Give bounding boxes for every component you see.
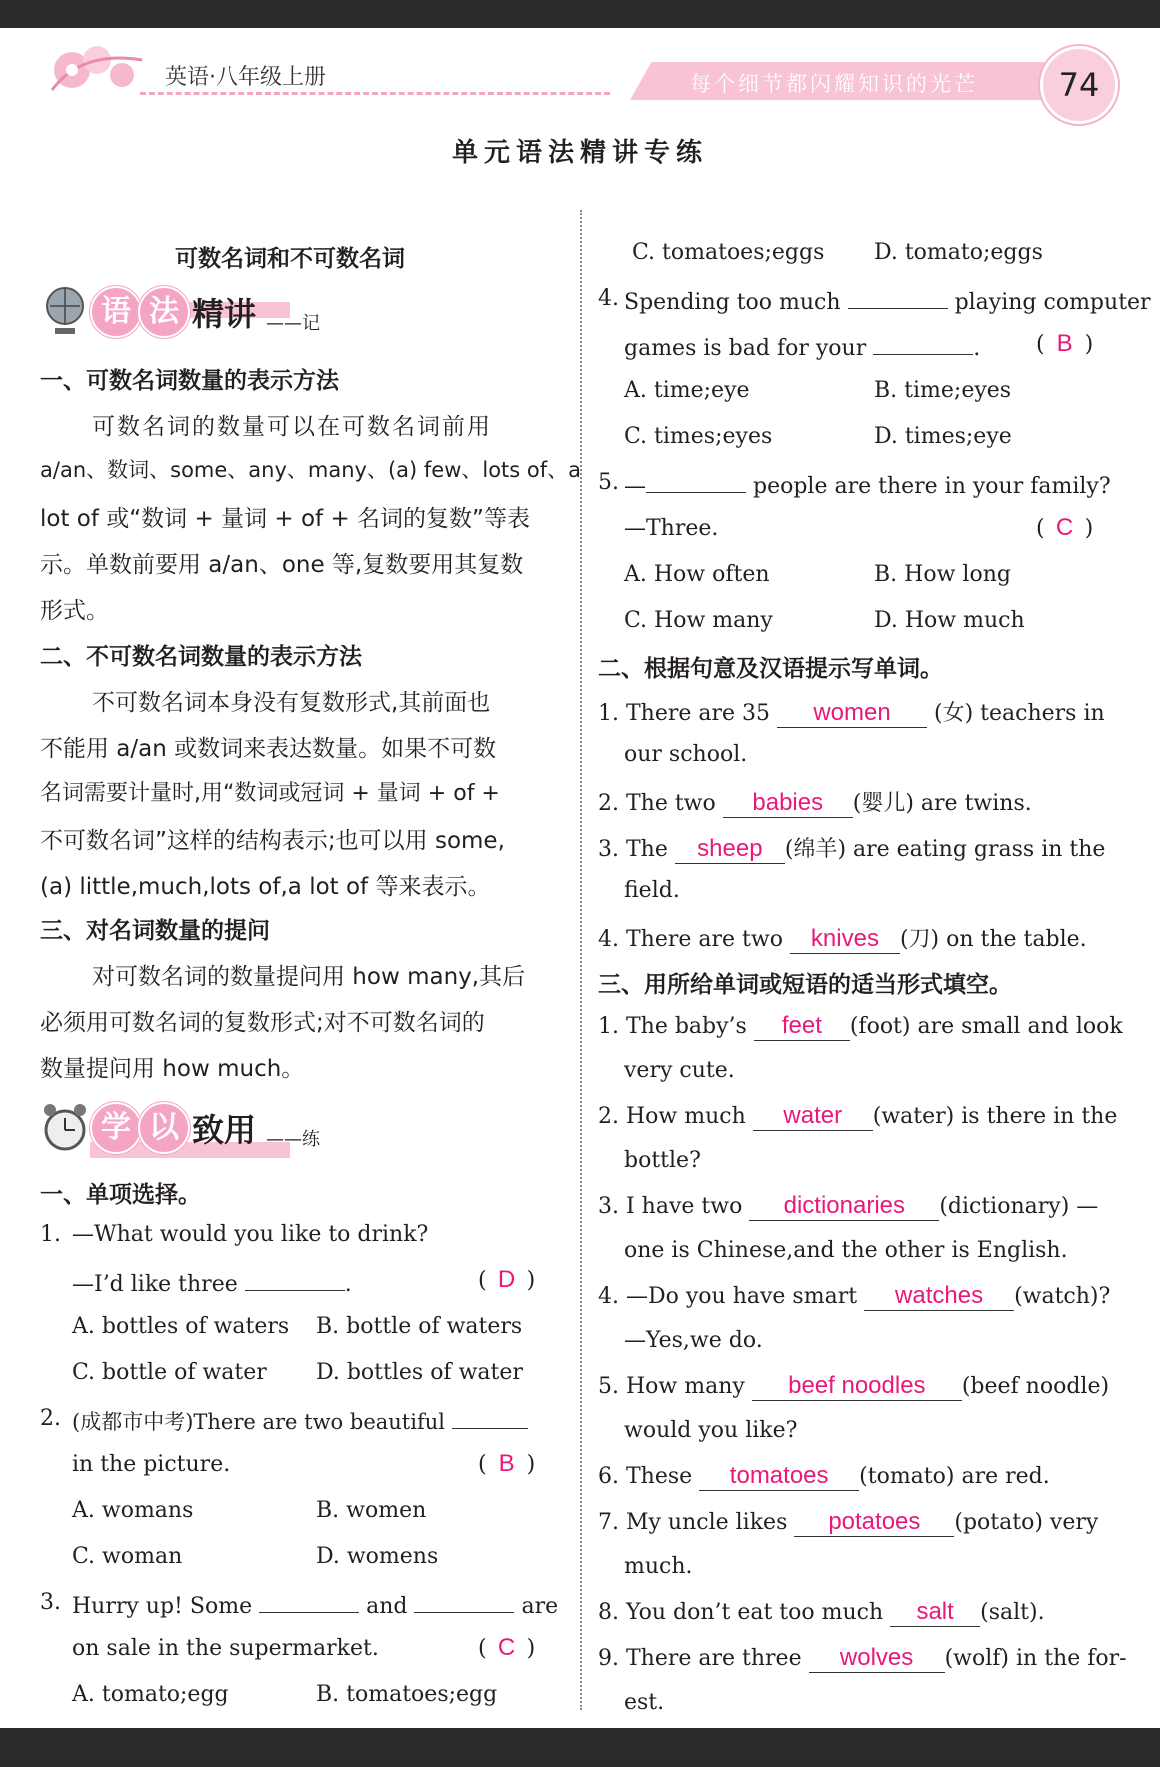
question-text <box>72 1406 528 1436</box>
question-text: our school. <box>624 742 748 767</box>
question-1 <box>40 1222 61 1247</box>
question-text-part: (beef noodle) <box>961 1374 1110 1399</box>
fill-question <box>598 922 1087 954</box>
fill-answer[interactable]: tomatoes <box>699 1462 859 1491</box>
fill-answer[interactable]: watches <box>864 1282 1014 1311</box>
fill-answer[interactable]: potatoes <box>794 1508 954 1537</box>
option: D. womens <box>316 1544 439 1569</box>
option: A. womans <box>72 1498 194 1523</box>
question-number: 1. <box>40 1222 61 1247</box>
fill-question <box>598 1598 1045 1627</box>
question-text-part: 6. These <box>598 1464 693 1489</box>
question-text-part: (刀) on the table. <box>899 927 1087 952</box>
question-text-part: 3. I have two <box>598 1194 743 1219</box>
text-line: 必须用可数名词的复数形式;对不可数名词的 <box>40 1010 485 1036</box>
option: B. time;eyes <box>874 378 1012 403</box>
fill-answer[interactable]: feet <box>754 1012 850 1041</box>
question-text-part: (绵羊) are eating grass in the <box>784 837 1106 862</box>
question-text-part: are <box>521 1594 559 1619</box>
text-line: a/an、数词、some、any、many、(a) few、lots of、a <box>40 458 582 482</box>
question-text-part: (water) is there in the <box>872 1104 1118 1129</box>
fill-answer[interactable]: wolves <box>809 1644 945 1673</box>
question-text-part: 3. The <box>598 837 668 862</box>
option: A. time;eye <box>624 378 750 403</box>
column-divider <box>580 210 582 1710</box>
answer-blank[interactable] <box>259 1590 359 1613</box>
question-text-part: 5. How many <box>598 1374 745 1399</box>
question-text-part: (watch)? <box>1014 1284 1111 1309</box>
option: B. tomatoes;egg <box>316 1682 498 1707</box>
answer-blank[interactable] <box>873 332 973 355</box>
text-line: lot of 或“数词 + 量词 + of + 名词的复数”等表 <box>40 506 530 532</box>
fill-question <box>598 1462 1050 1491</box>
text-line: 不可数名词本身没有复数形式,其前面也 <box>92 690 491 716</box>
badge-word: 致用 <box>192 1111 257 1149</box>
question-text <box>624 286 1151 315</box>
header-dash <box>140 92 610 95</box>
choice-answer: C <box>1055 514 1074 541</box>
question-text-part: (potato) very <box>954 1510 1099 1535</box>
option: D. tomato;eggs <box>874 240 1043 265</box>
text-line: (a) little,much,lots of,a lot of 等来表示。 <box>40 874 491 900</box>
option: D. times;eye <box>874 424 1012 449</box>
option: B. women <box>316 1498 427 1523</box>
question-number: 3. <box>40 1590 61 1615</box>
question-text-part: playing computer <box>954 290 1151 315</box>
answer-blank[interactable] <box>646 470 746 493</box>
question-text-part: and <box>366 1594 408 1619</box>
choice-answer: B <box>498 1450 515 1477</box>
question-number: 4. <box>598 286 619 311</box>
question-text-part: Hurry up! Some <box>72 1594 253 1619</box>
globe-icon <box>40 284 90 340</box>
fill-answer[interactable]: dictionaries <box>749 1192 939 1221</box>
question-text-part: games is bad for your <box>624 336 867 361</box>
question-text <box>624 470 1111 499</box>
text-line: 数量提问用 how much。 <box>40 1056 305 1082</box>
section-heading: 一、可数名词数量的表示方法 <box>40 368 339 394</box>
question-text-part: people are there in your family? <box>753 474 1111 499</box>
question-text-part: (tomato) are red. <box>859 1464 1050 1489</box>
question-text: —Three. <box>624 516 719 541</box>
question-text-part: (foot) are small and look <box>849 1014 1123 1039</box>
question-text: games is bad for your . <box>624 332 980 361</box>
option: A. bottles of waters <box>72 1314 290 1339</box>
fill-question <box>598 1012 1123 1041</box>
question-text-part: 1. The baby’s <box>598 1014 747 1039</box>
badge-word: 精讲 <box>192 295 257 333</box>
section-heading: 二、根据句意及汉语提示写单词。 <box>598 656 943 682</box>
badge-tail: ——练 <box>266 1129 321 1150</box>
fill-answer[interactable]: salt <box>890 1598 980 1627</box>
question-text: would you like? <box>624 1418 798 1443</box>
badge-char: 法 <box>138 286 190 338</box>
section-heading: 三、用所给单词或短语的适当形式填空。 <box>598 972 1012 998</box>
option: C. bottle of water <box>72 1360 267 1385</box>
text-line: 对可数名词的数量提问用 how many,其后 <box>92 964 526 990</box>
option: C. tomatoes;eggs <box>632 240 825 265</box>
fill-question <box>598 1644 1127 1673</box>
answer-blank[interactable] <box>452 1406 528 1429</box>
fill-question <box>598 786 1032 818</box>
question-text: —What would you like to drink? <box>72 1222 429 1247</box>
option: D. bottles of water <box>316 1360 523 1385</box>
question-text <box>72 1590 558 1619</box>
fill-question <box>598 696 1105 728</box>
fill-answer[interactable]: sheep <box>675 835 785 864</box>
question-text: —I’d like three . <box>72 1268 352 1297</box>
fill-question <box>598 832 1105 864</box>
answer-paren: ( C ) <box>1036 514 1094 541</box>
question-text-part: 8. You don’t eat too much <box>598 1600 884 1625</box>
answer-blank[interactable] <box>245 1268 345 1291</box>
question-text-part: 4. —Do you have smart <box>598 1284 858 1309</box>
option: B. How long <box>874 562 1011 587</box>
fill-answer[interactable]: beef noodles <box>752 1372 962 1401</box>
text-line: 不可数名词”这样的结构表示;也可以用 some, <box>40 828 505 854</box>
header-slogan: 每个细节都闪耀知识的光芒 <box>690 72 978 96</box>
question-text-part: 4. There are two <box>598 927 783 952</box>
option: A. tomato;egg <box>72 1682 229 1707</box>
answer-blank[interactable] <box>848 286 948 309</box>
question-text: very cute. <box>624 1058 735 1083</box>
option: C. How many <box>624 608 773 633</box>
question-text-part: (婴儿) are twins. <box>852 791 1032 816</box>
question-text-part: 2. The two <box>598 791 716 816</box>
grammar-badge <box>40 284 320 340</box>
page-title: 单元语法精讲专练 <box>451 138 708 168</box>
section-heading: 三、对名词数量的提问 <box>40 918 270 944</box>
fill-answer[interactable]: water <box>753 1102 873 1131</box>
text-line: 示。单数前要用 a/an、one 等,复数要用其复数 <box>40 552 524 578</box>
fill-answer[interactable]: women <box>777 699 927 728</box>
option: A. How often <box>624 562 770 587</box>
question-text-part: (女) teachers in <box>934 701 1105 726</box>
badge-char: 学 <box>90 1102 142 1154</box>
fill-question <box>598 1372 1109 1401</box>
badge-char: 以 <box>138 1102 190 1154</box>
question-number: 5. <box>598 470 619 495</box>
section-heading: 一、单项选择。 <box>40 1182 201 1208</box>
question-text: —Yes,we do. <box>624 1328 763 1353</box>
text-line: 名词需要计量时,用“数词或冠词 + 量词 + of + <box>40 781 500 806</box>
badge-tail: ——记 <box>266 313 321 334</box>
text-line: 形式。 <box>40 598 109 624</box>
option: B. bottle of waters <box>316 1314 523 1339</box>
answer-paren: ( B ) <box>1036 330 1094 357</box>
badge-char: 语 <box>90 286 142 338</box>
answer-paren: ( C ) <box>478 1634 536 1661</box>
question-text-part: — <box>624 474 646 499</box>
book-title: 英语·八年级上册 <box>165 65 326 90</box>
question-text-part: —I’d like three <box>72 1272 238 1297</box>
question-text-part: (dictionary) — <box>939 1194 1099 1219</box>
fill-question <box>598 1102 1117 1131</box>
question-text-part: 7. My uncle likes <box>598 1510 788 1535</box>
practice-badge <box>40 1100 320 1156</box>
fill-answer[interactable]: babies <box>723 789 853 818</box>
text-line: 不能用 a/an 或数词来表达数量。如果不可数 <box>40 736 497 762</box>
question-text-part: 1. There are 35 <box>598 701 771 726</box>
answer-paren: ( B ) <box>478 1450 536 1477</box>
question-text: one is Chinese,and the other is English. <box>624 1238 1068 1263</box>
question-text-part: (成都市中考)There are two beautiful <box>72 1410 445 1434</box>
fill-question <box>598 1192 1098 1221</box>
question-text: much. <box>624 1554 693 1579</box>
fill-question <box>598 1508 1098 1537</box>
choice-answer: B <box>1056 330 1073 357</box>
question-text: bottle? <box>624 1148 701 1173</box>
topic-heading: 可数名词和不可数名词 <box>175 246 405 272</box>
question-text: on sale in the supermarket. <box>72 1636 379 1661</box>
question-text-part: 2. How much <box>598 1104 746 1129</box>
choice-answer: D <box>497 1266 516 1293</box>
fill-question <box>598 1282 1110 1311</box>
question-text-part: (wolf) in the for- <box>944 1646 1127 1671</box>
option: C. woman <box>72 1544 183 1569</box>
question-text-part: 9. There are three <box>598 1646 802 1671</box>
question-number: 2. <box>40 1406 61 1431</box>
question-text-part: (salt). <box>980 1600 1045 1625</box>
fill-answer[interactable]: knives <box>790 925 900 954</box>
answer-paren: ( D ) <box>478 1266 536 1293</box>
answer-blank[interactable] <box>414 1590 514 1613</box>
option: C. times;eyes <box>624 424 773 449</box>
choice-answer: C <box>497 1634 516 1661</box>
section-heading: 二、不可数名词数量的表示方法 <box>40 644 362 670</box>
question-text: est. <box>624 1690 665 1715</box>
option: D. How much <box>874 608 1025 633</box>
question-text: in the picture. <box>72 1452 231 1477</box>
question-text: field. <box>624 878 680 903</box>
question-text-part: Spending too much <box>624 290 841 315</box>
alarm-clock-icon <box>40 1100 90 1156</box>
flower-ornament-icon <box>42 30 152 110</box>
text-line: 可数名词的数量可以在可数名词前用 <box>92 414 492 440</box>
page-number: 74 <box>1040 46 1118 124</box>
